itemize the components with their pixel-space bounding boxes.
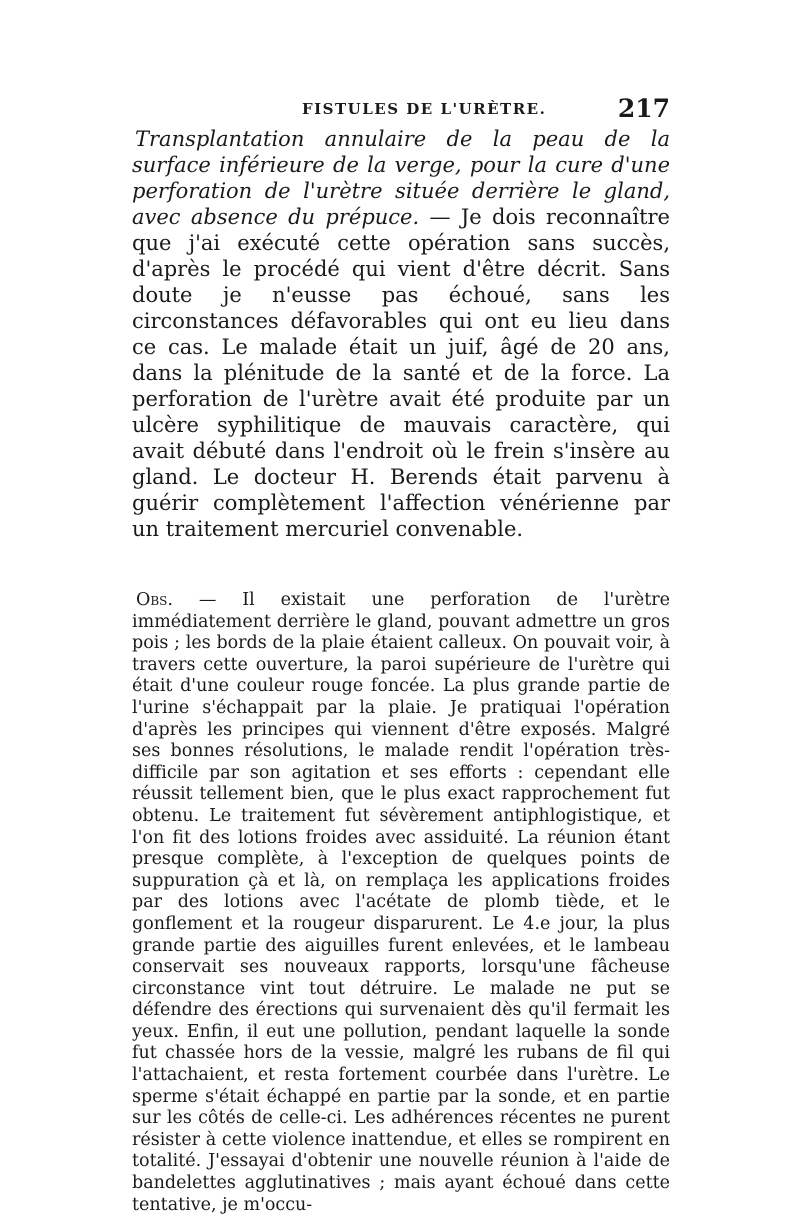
intro-text: — Je dois reconnaître que j'ai exécuté cette opération sans succès, d'après le procédé qui vient d'être décrit. Sans doute je n'eusse pas échoué, sans les circonstances défavorables qui ont eu lieu dans ce cas. Le malade était un juif, âgé de 20 ans, dans la plénitude de la santé et de la force. La perforation de l'urètre avait été produite par un ulcère syphilitique de mauvais caractère, qui avait débuté dans l'endroit où le frein s'insère au gland. Le docteur H. Berends était parvenu à guérir complètement l'affection vénérienne par un traitement mercuriel convenable. <box>132 205 670 541</box>
running-head: FISTULES DE L'URÈTRE. <box>302 100 547 118</box>
observation-paragraph <box>132 590 670 1216</box>
intro-paragraph <box>132 126 670 542</box>
page-number: 217 <box>617 94 670 123</box>
observation-label: Obs. <box>136 590 173 610</box>
observation-text: — Il existait une perforation de l'urètre immédiatement derrière le gland, pouvant admettre un gros pois ; les bords de la plaie étaient calleux. On pouvait voir, à travers cette ouverture, la paroi supérieure de l'urètre qui était d'une couleur rouge foncée. La plus grande partie de l'urine s'échappait par la plaie. Je pratiquai l'opération d'après les principes qui viennent d'être exposés. Malgré ses bonnes résolutions, le malade rendit l'opération très-difficile par son agitation et ses efforts : cependant elle réussit tellement bien, que le plus exact rapprochement fut obtenu. Le traitement fut sévèrement antiphlogistique, et l'on fit des lotions froides avec assiduité. La réunion étant presque complète, à l'exception de quelques points de suppuration çà et là, on remplaça les applications froides par des lotions avec l'acétate de plomb tiède, et le gonflement et la rougeur disparurent. Le 4.e jour, la plus grande partie des aiguilles furent enlevées, et le lambeau conservait ses nouveaux rapports, lorsqu'une fâcheuse circonstance vint tout détruire. Le malade ne put se défendre des érections qui survenaient dès qu'il fermait les yeux. Enfin, il eut une pollution, pendant laquelle la sonde fut chassée hors de la vessie, malgré les rubans de fil qui l'attachaient, et resta fortement courbée dans l'urètre. Le sperme s'était échappé en partie par la sonde, et en partie sur les côtés de celle-ci. Les adhérences récentes ne purent résister à cette violence inattendue, et elles se rompirent en totalité. J'essayai d'obtenir une nouvelle réunion à l'aide de bandelettes agglutinatives ; mais ayant échoué dans cette tentative, je m'occu- <box>132 590 670 1215</box>
page-header <box>132 96 670 126</box>
section-title: Transplantation annulaire de la peau de la surface inférieure de la verge, pour la cure d'une perforation de l'urètre située derrière le gland, avec absence du prépuce. <box>132 127 670 229</box>
book-page <box>132 96 670 1216</box>
